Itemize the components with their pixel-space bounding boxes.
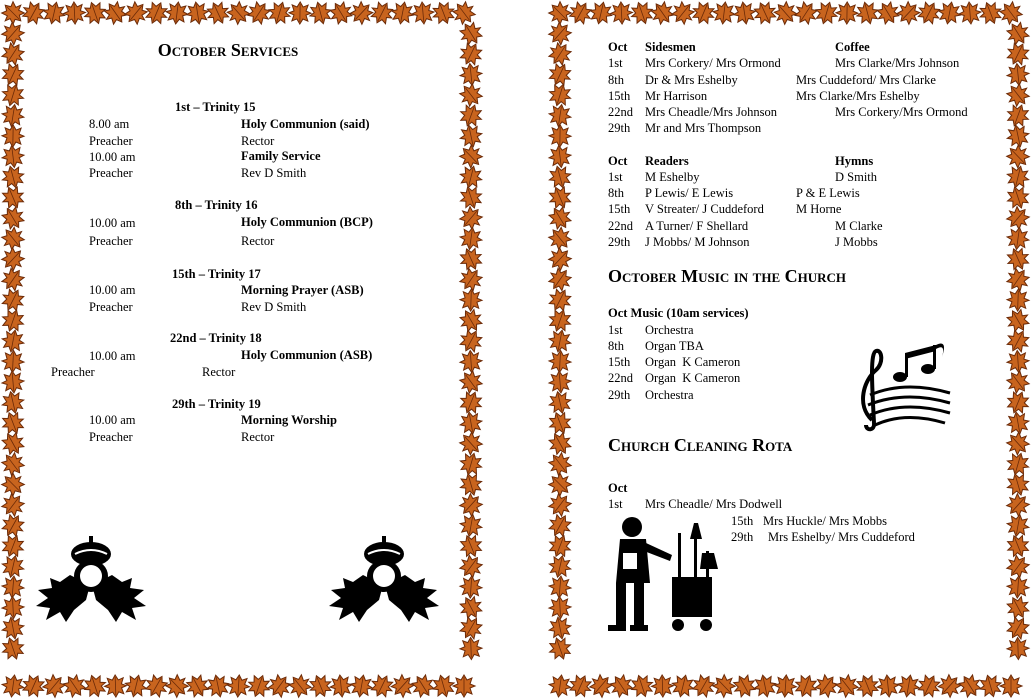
leaf-icon bbox=[1006, 62, 1030, 86]
service-heading: 1st – Trinity 15 bbox=[175, 100, 256, 114]
leaf-icon bbox=[429, 0, 457, 27]
leaf-icon bbox=[203, 0, 232, 28]
leaf-icon bbox=[1000, 675, 1022, 697]
leaf-icon bbox=[566, 671, 595, 699]
page-title: October Services bbox=[157, 40, 299, 60]
leaf-icon bbox=[455, 141, 486, 172]
leaf-icon bbox=[0, 81, 27, 108]
leaf-icon bbox=[0, 103, 25, 128]
leaf-icon bbox=[774, 674, 797, 697]
leaf-icon bbox=[547, 103, 572, 128]
list-item-date: 1st bbox=[608, 497, 623, 511]
section-subheading: Oct bbox=[608, 481, 628, 495]
leaf-icon bbox=[651, 675, 674, 698]
leaf-icon bbox=[457, 184, 485, 212]
leaf-icon bbox=[0, 532, 27, 560]
leaf-icon bbox=[459, 575, 482, 598]
leaf-icon bbox=[836, 2, 858, 24]
service-name: Holy Communion (ASB) bbox=[241, 348, 373, 362]
leaf-icon bbox=[1, 350, 24, 373]
leaf-icon bbox=[121, 0, 152, 28]
table-cell: 15th bbox=[608, 202, 631, 216]
leaf-icon bbox=[547, 243, 576, 274]
leaf-icon bbox=[1004, 532, 1033, 561]
list-item-value: Organ K Cameron bbox=[645, 355, 741, 369]
table-cell: M Horne bbox=[796, 202, 842, 216]
service-time: Preacher bbox=[89, 166, 133, 180]
table-cell: 8th bbox=[608, 186, 624, 200]
service-name: Rector bbox=[241, 134, 275, 148]
leaf-icon bbox=[245, 672, 273, 699]
leaf-icon bbox=[205, 673, 231, 699]
service-time: 10.00 am bbox=[89, 283, 136, 297]
list-item-date: 15th bbox=[608, 355, 631, 369]
leaf-icon bbox=[453, 675, 475, 697]
leaf-icon bbox=[457, 532, 486, 561]
leaf-icon bbox=[914, 0, 944, 28]
leaf-icon bbox=[668, 0, 699, 28]
table-cell: Dr & Mrs Eshelby bbox=[645, 73, 738, 87]
section-title-cleaning: Church Cleaning Rota bbox=[608, 435, 793, 455]
leaf-icon bbox=[2, 125, 24, 147]
table-cell: J Mobbs bbox=[835, 235, 878, 249]
leaf-icon bbox=[449, 0, 480, 28]
list-item-date: 29th bbox=[731, 530, 754, 544]
leaf-icon bbox=[1002, 428, 1033, 459]
table-cell: 8th bbox=[608, 73, 624, 87]
leaf-icon bbox=[732, 0, 757, 25]
table-cell: 22nd bbox=[608, 219, 633, 233]
leaf-icon bbox=[81, 672, 109, 699]
leaf-icon bbox=[457, 388, 486, 417]
leaf-icon bbox=[548, 370, 572, 394]
leaf-icon bbox=[832, 671, 863, 699]
service-name: Morning Worship bbox=[241, 413, 337, 427]
leaf-icon bbox=[1004, 101, 1032, 129]
table-cell: M Eshelby bbox=[645, 170, 700, 184]
service-time: 10.00 am bbox=[89, 413, 136, 427]
leaf-icon bbox=[458, 513, 483, 538]
leaf-icon bbox=[460, 289, 483, 312]
leaf-icon bbox=[411, 1, 435, 25]
table-cell: Mrs Corkery/ Mrs Ormond bbox=[645, 56, 781, 70]
right-page bbox=[547, 0, 1033, 699]
leaf-icon bbox=[0, 389, 26, 415]
leaf-icon bbox=[0, 164, 26, 191]
leaf-icon bbox=[81, 0, 109, 27]
leaf-icon bbox=[1006, 350, 1029, 373]
leaf-icon bbox=[306, 672, 335, 699]
leaf-icon bbox=[1007, 637, 1030, 660]
leaf-icon bbox=[1, 370, 25, 394]
acorn-oak-leaf-icon bbox=[30, 530, 152, 625]
table-cell: Mrs Cheadle/Mrs Johnson bbox=[645, 105, 777, 119]
table-header: Oct bbox=[608, 40, 628, 54]
service-time: Preacher bbox=[51, 365, 95, 379]
table-cell: 29th bbox=[608, 121, 631, 135]
list-item-date: 22nd bbox=[608, 371, 633, 385]
service-time: 10.00 am bbox=[89, 349, 136, 363]
table-cell: J Mobbs/ M Johnson bbox=[645, 235, 750, 249]
leaf-icon bbox=[0, 307, 27, 335]
section-title-music: October Music in the Church bbox=[608, 266, 847, 286]
service-time: Preacher bbox=[89, 430, 133, 444]
leaf-icon bbox=[1004, 388, 1033, 417]
list-item-date: 15th bbox=[731, 514, 754, 528]
table-header: Hymns bbox=[835, 154, 874, 168]
table-cell: D Smith bbox=[835, 170, 878, 184]
leaf-icon bbox=[227, 674, 250, 697]
service-time: 8.00 am bbox=[89, 117, 130, 131]
table-cell: Mrs Corkery/Mrs Ormond bbox=[835, 105, 968, 119]
leaf-icon bbox=[165, 1, 190, 26]
leaf-icon bbox=[0, 469, 29, 500]
table-header: Coffee bbox=[835, 40, 870, 54]
leaf-icon bbox=[459, 62, 483, 86]
leaf-icon bbox=[628, 672, 656, 699]
leaf-icon bbox=[142, 0, 171, 27]
leaf-icon bbox=[1005, 513, 1030, 538]
leaf-icon bbox=[896, 673, 921, 698]
leaf-icon bbox=[937, 0, 963, 26]
table-cell: Mrs Clarke/Mrs Johnson bbox=[835, 56, 960, 70]
leaf-icon bbox=[548, 144, 573, 169]
list-item-date: 1st bbox=[608, 323, 623, 337]
leaf-icon bbox=[185, 0, 210, 25]
leaf-icon bbox=[0, 223, 28, 254]
table-cell: 15th bbox=[608, 89, 631, 103]
service-time: Preacher bbox=[89, 300, 133, 314]
leaf-icon bbox=[1, 575, 25, 599]
left-page bbox=[0, 0, 486, 699]
table-header: Oct bbox=[608, 154, 628, 168]
leaf-icon bbox=[1002, 489, 1033, 520]
leaf-icon bbox=[0, 409, 27, 437]
leaf-icon bbox=[547, 389, 573, 415]
leaf-icon bbox=[547, 532, 574, 560]
acorn-oak-leaf-icon bbox=[323, 530, 445, 625]
cleaner-with-trolley-icon bbox=[602, 513, 732, 633]
leaf-icon bbox=[876, 674, 900, 698]
table-header: Readers bbox=[645, 154, 689, 168]
table-cell: 22nd bbox=[608, 105, 633, 119]
service-time: 10.00 am bbox=[89, 150, 136, 164]
list-item-value: Mrs Huckle/ Mrs Mobbs bbox=[763, 514, 887, 528]
leaf-icon bbox=[0, 615, 26, 641]
leaf-icon bbox=[457, 101, 485, 129]
leaf-icon bbox=[853, 672, 882, 699]
leaf-icon bbox=[349, 673, 374, 698]
table-cell: P Lewis/ E Lewis bbox=[645, 186, 734, 200]
list-item-date: 29th bbox=[608, 388, 631, 402]
leaf-icon bbox=[0, 60, 28, 89]
leaf-icon bbox=[548, 350, 571, 373]
service-heading: 15th – Trinity 17 bbox=[172, 267, 261, 281]
list-item-value: Orchestra bbox=[645, 388, 694, 402]
leaf-icon bbox=[792, 672, 820, 699]
leaf-icon bbox=[689, 0, 718, 27]
service-name: Rev D Smith bbox=[241, 166, 307, 180]
leaf-icon bbox=[455, 489, 486, 520]
leaf-icon bbox=[712, 1, 737, 26]
leaf-icon bbox=[1, 596, 24, 619]
leaf-icon bbox=[548, 596, 571, 619]
service-name: Rector bbox=[202, 365, 236, 379]
table-cell: Mr Harrison bbox=[645, 89, 708, 103]
service-name: Rev D Smith bbox=[241, 300, 307, 314]
list-item-value: Mrs Cheadle/ Mrs Dodwell bbox=[645, 497, 783, 511]
leaf-icon bbox=[547, 81, 574, 108]
leaf-icon bbox=[547, 469, 576, 500]
leaf-icon bbox=[996, 0, 1027, 28]
leaf-icon bbox=[547, 409, 574, 437]
leaf-icon bbox=[547, 328, 573, 354]
table-cell: P & E Lewis bbox=[796, 186, 860, 200]
leaf-icon bbox=[1003, 244, 1032, 273]
leaf-icon bbox=[547, 307, 574, 335]
list-item-value: Organ TBA bbox=[645, 339, 704, 353]
leaf-icon bbox=[1, 674, 26, 699]
service-name: Rector bbox=[241, 234, 275, 248]
leaf-icon bbox=[914, 671, 943, 699]
music-notes-icon bbox=[850, 335, 955, 435]
leaf-icon bbox=[547, 615, 573, 641]
list-item-date: 8th bbox=[608, 339, 624, 353]
leaf-icon bbox=[19, 671, 48, 699]
section-subheading: Oct Music (10am services) bbox=[608, 306, 749, 320]
table-cell: 29th bbox=[608, 235, 631, 249]
leaf-icon bbox=[547, 223, 575, 254]
leaf-icon bbox=[455, 428, 486, 459]
leaf-icon bbox=[1004, 184, 1032, 212]
list-item-value: Mrs Eshelby/ Mrs Cuddeford bbox=[768, 530, 915, 544]
service-name: Holy Communion (said) bbox=[241, 117, 370, 131]
leaf-icon bbox=[958, 1, 982, 25]
leaf-icon bbox=[588, 0, 614, 26]
leaf-icon bbox=[289, 2, 311, 24]
leaf-icon bbox=[1, 144, 26, 169]
leaf-icon bbox=[548, 674, 573, 699]
leaf-icon bbox=[1007, 289, 1030, 312]
leaf-icon bbox=[367, 671, 396, 699]
leaf-icon bbox=[456, 244, 485, 273]
leaf-icon bbox=[1005, 410, 1030, 435]
leaf-icon bbox=[750, 0, 779, 28]
leaf-icon bbox=[41, 0, 67, 26]
service-name: Morning Prayer (ASB) bbox=[241, 283, 364, 297]
service-name: Family Service bbox=[241, 149, 321, 163]
leaf-icon bbox=[548, 575, 572, 599]
service-name: Rector bbox=[241, 430, 275, 444]
list-item-value: Orchestra bbox=[645, 323, 694, 337]
leaf-icon bbox=[547, 60, 575, 89]
leaf-icon bbox=[1003, 18, 1033, 48]
table-cell: Mr and Mrs Thompson bbox=[645, 121, 762, 135]
leaf-icon bbox=[63, 1, 86, 24]
leaf-icon bbox=[547, 635, 574, 663]
leaf-icon bbox=[0, 328, 26, 354]
service-heading: 29th – Trinity 19 bbox=[172, 397, 261, 411]
table-cell: Mrs Cuddeford/ Mrs Clarke bbox=[796, 73, 936, 87]
service-heading: 8th – Trinity 16 bbox=[175, 198, 258, 212]
leaf-icon bbox=[104, 675, 127, 698]
leaf-icon bbox=[367, 0, 397, 28]
leaf-icon bbox=[547, 183, 574, 212]
leaf-icon bbox=[390, 0, 416, 26]
table-cell: Mrs Clarke/Mrs Eshelby bbox=[796, 89, 920, 103]
table-cell: 1st bbox=[608, 170, 623, 184]
leaf-icon bbox=[459, 226, 484, 251]
leaf-icon bbox=[1002, 141, 1033, 172]
list-item-value: Organ K Cameron bbox=[645, 371, 741, 385]
service-heading: 22nd – Trinity 18 bbox=[170, 331, 262, 345]
leaf-icon bbox=[752, 673, 778, 699]
leaf-icon bbox=[1006, 226, 1031, 251]
table-cell: A Turner/ F Shellard bbox=[645, 219, 749, 233]
leaf-icon bbox=[0, 183, 27, 212]
leaf-icon bbox=[456, 203, 486, 234]
leaf-icon bbox=[628, 0, 656, 27]
leaf-icon bbox=[0, 635, 27, 663]
leaf-icon bbox=[547, 553, 573, 579]
service-name: Holy Communion (BCP) bbox=[241, 215, 373, 229]
service-time: Preacher bbox=[89, 234, 133, 248]
table-cell: V Streater/ J Cuddeford bbox=[645, 202, 764, 216]
leaf-icon bbox=[329, 674, 353, 698]
leaf-icon bbox=[458, 410, 483, 435]
table-cell: 1st bbox=[608, 56, 623, 70]
service-time: 10.00 am bbox=[89, 216, 136, 230]
leaf-icon bbox=[549, 125, 571, 147]
leaf-icon bbox=[0, 243, 29, 274]
table-header: Sidesmen bbox=[645, 40, 696, 54]
leaf-icon bbox=[460, 637, 483, 660]
leaf-icon bbox=[285, 671, 316, 699]
leaf-icon bbox=[456, 18, 486, 48]
leaf-icon bbox=[610, 1, 633, 24]
service-time: Preacher bbox=[89, 134, 133, 148]
leaf-icon bbox=[459, 350, 482, 373]
leaf-icon bbox=[0, 553, 26, 579]
leaf-icon bbox=[547, 164, 573, 191]
table-cell: M Clarke bbox=[835, 219, 883, 233]
leaf-icon bbox=[1003, 203, 1033, 234]
leaf-icon bbox=[1006, 575, 1029, 598]
leaf-icon bbox=[976, 0, 1004, 27]
